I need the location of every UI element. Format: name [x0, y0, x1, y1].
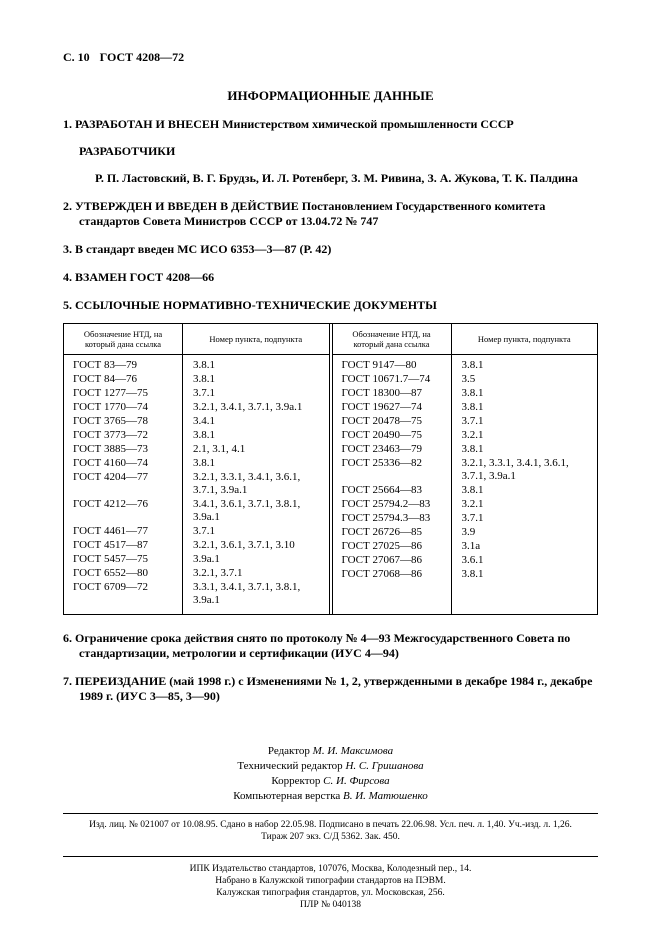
colophon-name: В. И. Матюшенко [343, 790, 428, 802]
ntd-designation: ГОСТ 5457—75 [64, 553, 183, 567]
table-row [333, 484, 598, 498]
ntd-designation: ГОСТ 25664—83 [333, 484, 452, 498]
item-3-iso: 3. В стандарт введен МС ИСО 6353—3—87 (Р. 42) [63, 242, 332, 256]
references-table-left-half [64, 324, 330, 614]
colophon-name: Н. С. Гришанова [345, 760, 424, 772]
table-row [64, 525, 329, 539]
table-row [333, 526, 598, 540]
table-row [333, 568, 598, 582]
filler-cell [64, 608, 183, 614]
divider-rule-bottom [63, 856, 598, 857]
filler-cell [333, 582, 452, 614]
clause-numbers: 3.7.1 [193, 525, 216, 537]
clause-numbers: 3.8.1 [193, 359, 216, 371]
ntd-designation: ГОСТ 9147—80 [333, 355, 452, 373]
table-row [64, 539, 329, 553]
table-header-row [64, 324, 329, 355]
clause-numbers: 3.2.1, 3.4.1, 3.7.1, 3.9а.1 [193, 401, 303, 413]
colophon-line [63, 759, 598, 774]
publisher-block [63, 863, 598, 911]
table-row [333, 540, 598, 554]
ntd-designation: ГОСТ 83—79 [64, 355, 183, 373]
ntd-designation: ГОСТ 20490—75 [333, 429, 452, 443]
colophon-role: Технический редактор [237, 760, 343, 772]
table-row [64, 373, 329, 387]
colophon-role: Корректор [271, 775, 321, 787]
publisher-typeset-note: Набрано в Калужской типографии стандартов на ПЭВМ. [215, 876, 446, 886]
table-row [333, 512, 598, 526]
table-row [64, 553, 329, 567]
ntd-designation: ГОСТ 4212—76 [64, 498, 183, 525]
clause-numbers: 3.6.1 [461, 554, 484, 566]
item-1-developed: 1. РАЗРАБОТАН И ВНЕСЕН Министерством химической промышленности СССР [63, 117, 514, 131]
colophon-line [63, 789, 598, 804]
colophon [63, 744, 598, 804]
imprint-block [63, 819, 598, 847]
ntd-designation: ГОСТ 20478—75 [333, 415, 452, 429]
ntd-designation: ГОСТ 27025—86 [333, 540, 452, 554]
table-row [64, 355, 329, 373]
table-filler-row [333, 582, 598, 614]
ntd-designation: ГОСТ 3765—78 [64, 415, 183, 429]
ntd-designation: ГОСТ 25794.3—83 [333, 512, 452, 526]
filler-cell [183, 608, 328, 614]
page-header [63, 50, 598, 65]
ntd-designation: ГОСТ 6552—80 [64, 567, 183, 581]
ntd-designation: ГОСТ 1277—75 [64, 387, 183, 401]
column-header-ntd: Обозначение НТД, на который дана ссылка [64, 324, 183, 354]
ntd-designation: ГОСТ 27068—86 [333, 568, 452, 582]
clause-numbers: 3.8.1 [193, 457, 216, 469]
plr-number: ПЛР № 040138 [300, 900, 361, 910]
clause-numbers: 3.7.1 [461, 415, 484, 427]
ntd-designation: ГОСТ 84—76 [64, 373, 183, 387]
clause-numbers: 3.8.1 [193, 429, 216, 441]
clause-numbers: 3.8.1 [193, 373, 216, 385]
developers-names: Р. П. Ластовский, В. Г. Брудзь, И. Л. Ротенберг, З. М. Ривина, З. А. Жукова, Т. К. Палдина [95, 171, 578, 185]
publisher-address: ИПК Издательство стандартов, 107076, Москва, Колодезный пер., 14. [189, 864, 472, 874]
clause-numbers: 3.2.1, 3.6.1, 3.7.1, 3.10 [193, 539, 295, 551]
table-row [333, 355, 598, 373]
item-7-reissue: 7. ПЕРЕИЗДАНИЕ (май 1998 г.) с Изменениями № 1, 2, утвержденными в декабре 1984 г., декабре 1989 г. (ИУС 3—85, 3—90) [63, 674, 593, 703]
table-row [333, 415, 598, 429]
item-2-approved: 2. УТВЕРЖДЕН И ВВЕДЕН В ДЕЙСТВИЕ Постановлением Государственного комитета стандартов Совета Министров СССР от 13.04.72 № 747 [63, 199, 546, 228]
table-row [333, 387, 598, 401]
clause-numbers: 3.9 [461, 526, 476, 538]
table-body-left [64, 355, 329, 614]
clause-numbers: 3.5 [461, 373, 476, 385]
ntd-designation: ГОСТ 23463—79 [333, 443, 452, 457]
clause-numbers: 3.2.1, 3.3.1, 3.4.1, 3.6.1, 3.7.1, 3.9а.1 [461, 457, 569, 482]
column-header-ntd: Обозначение НТД, на который дана ссылка [333, 324, 452, 354]
ntd-designation: ГОСТ 4517—87 [64, 539, 183, 553]
table-row [64, 401, 329, 415]
column-header-clause: Номер пункта, подпункта [477, 334, 571, 344]
ntd-designation: ГОСТ 4461—77 [64, 525, 183, 539]
printer-address: Калужская типография стандартов, ул. Московская, 256. [216, 888, 445, 898]
table-row [333, 401, 598, 415]
imprint-line-2: Тираж 207 экз. С/Д 5362. Зак. 450. [261, 832, 400, 842]
clause-numbers: 3.2.1 [461, 498, 484, 510]
clause-numbers: 3.2.1, 3.7.1 [193, 567, 243, 579]
clause-numbers: 3.8.1 [461, 401, 484, 413]
ntd-designation: ГОСТ 10671.7—74 [333, 373, 452, 387]
ntd-designation: ГОСТ 3885—73 [64, 443, 183, 457]
clause-numbers: 3.8.1 [461, 568, 484, 580]
clause-numbers: 3.7.1 [461, 512, 484, 524]
references-table-right-half [332, 324, 598, 614]
ntd-designation: ГОСТ 4204—77 [64, 471, 183, 498]
ntd-designation: ГОСТ 3773—72 [64, 429, 183, 443]
clause-numbers: 3.1а [461, 540, 481, 552]
clause-numbers: 3.7.1 [193, 387, 216, 399]
table-row [64, 567, 329, 581]
colophon-name: М. И. Максимова [312, 745, 394, 757]
table-filler-row [64, 608, 329, 614]
colophon-name: С. И. Фирсова [323, 775, 390, 787]
clause-numbers: 2.1, 3.1, 4.1 [193, 443, 246, 455]
ntd-designation: ГОСТ 25336—82 [333, 457, 452, 484]
clause-numbers: 3.3.1, 3.4.1, 3.7.1, 3.8.1, 3.9а.1 [193, 581, 301, 606]
table-header-row [333, 324, 598, 355]
standard-number: ГОСТ 4208—72 [99, 50, 185, 64]
table-row [333, 457, 598, 484]
ntd-designation: ГОСТ 18300—87 [333, 387, 452, 401]
table-row [64, 498, 329, 525]
clause-numbers: 3.8.1 [461, 387, 484, 399]
table-row [64, 443, 329, 457]
references-table [63, 323, 598, 615]
table-row [64, 415, 329, 429]
section-title: ИНФОРМАЦИОННЫЕ ДАННЫЕ [227, 88, 434, 103]
imprint-line-1: Изд. лиц. № 021007 от 10.08.95. Сдано в набор 22.05.98. Подписано в печать 22.06.98. Усл. печ. л. 1,40. Уч.-изд. л. 1,26. [89, 820, 572, 830]
item-5-references-title: 5. ССЫЛОЧНЫЕ НОРМАТИВНО-ТЕХНИЧЕСКИЕ ДОКУМЕНТЫ [63, 298, 437, 312]
colophon-role: Редактор [267, 745, 310, 757]
table-row [64, 471, 329, 498]
ntd-designation: ГОСТ 1770—74 [64, 401, 183, 415]
table-row [333, 554, 598, 568]
ntd-designation: ГОСТ 4160—74 [64, 457, 183, 471]
clause-numbers: 3.4.1 [193, 415, 216, 427]
clause-numbers: 3.8.1 [461, 484, 484, 496]
table-row [333, 443, 598, 457]
clause-numbers: 3.8.1 [461, 443, 484, 455]
item-6-limitation: 6. Ограничение срока действия снято по протоколу № 4—93 Межгосударственного Совета по стандартизации, метрологии и сертификации (ИУС 4—94) [63, 631, 571, 660]
table-body-right [333, 355, 598, 614]
divider-rule-top [63, 813, 598, 814]
clause-numbers: 3.4.1, 3.6.1, 3.7.1, 3.8.1, 3.9а.1 [193, 498, 301, 523]
table-row [333, 373, 598, 387]
table-row [64, 387, 329, 401]
ntd-designation: ГОСТ 19627—74 [333, 401, 452, 415]
table-row [64, 457, 329, 471]
clause-numbers: 3.2.1 [461, 429, 484, 441]
item-4-replaces: 4. ВЗАМЕН ГОСТ 4208—66 [63, 270, 215, 284]
colophon-role: Компьютерная верстка [233, 790, 341, 802]
ntd-designation: ГОСТ 27067—86 [333, 554, 452, 568]
table-row [333, 429, 598, 443]
clause-numbers: 3.2.1, 3.3.1, 3.4.1, 3.6.1, 3.7.1, 3.9а.1 [193, 471, 301, 496]
filler-cell [452, 582, 597, 614]
colophon-line [63, 744, 598, 759]
developers-label: РАЗРАБОТЧИКИ [79, 144, 176, 158]
table-row [64, 429, 329, 443]
table-row [333, 498, 598, 512]
clause-numbers: 3.8.1 [461, 359, 484, 371]
colophon-line [63, 774, 598, 789]
page-number: С. 10 [63, 50, 90, 64]
clause-numbers: 3.9а.1 [193, 553, 220, 565]
column-header-clause: Номер пункта, подпункта [209, 334, 303, 344]
ntd-designation: ГОСТ 25794.2—83 [333, 498, 452, 512]
table-row [64, 581, 329, 608]
ntd-designation: ГОСТ 6709—72 [64, 581, 183, 608]
ntd-designation: ГОСТ 26726—85 [333, 526, 452, 540]
